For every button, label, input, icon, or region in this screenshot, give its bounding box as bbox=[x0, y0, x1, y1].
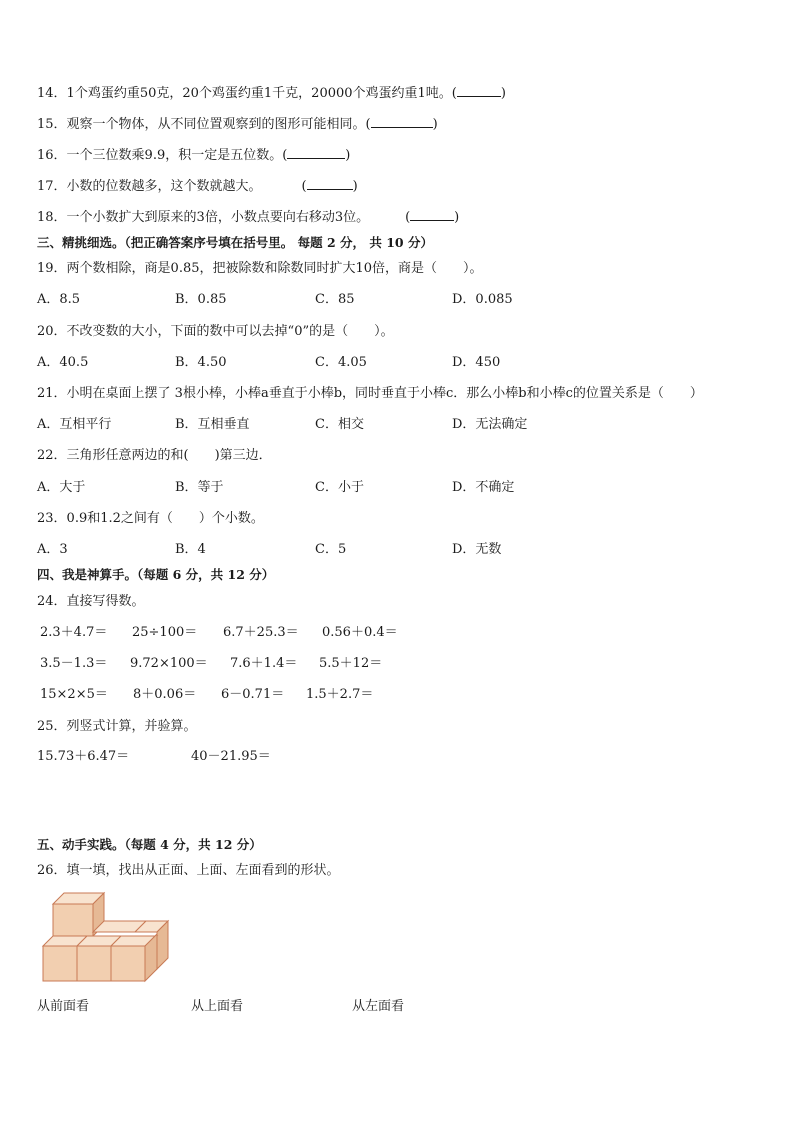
section-4-title: 四、我是神算手。（每题 6 分，共 12 分） bbox=[37, 567, 275, 582]
question-20: 20．不改变数的大小，下面的数中可以去掉“0”的是（ ）。 bbox=[37, 324, 394, 339]
calc-item: 7.6＋1.4＝ bbox=[230, 656, 298, 671]
calc-item: 6－0.71＝ bbox=[221, 687, 285, 702]
calc-item: 25÷100＝ bbox=[132, 625, 198, 640]
answer-blank-15[interactable] bbox=[371, 115, 433, 128]
option-22-c[interactable]: C．小于 bbox=[315, 480, 364, 495]
paren-close: ) bbox=[454, 210, 460, 225]
question-14-text: 14．1个鸡蛋约重50克，20个鸡蛋约重1千克，20000个鸡蛋约重1吨。( bbox=[37, 86, 457, 101]
question-17-text: 17．小数的位数越多，这个数就越大。 bbox=[37, 179, 262, 194]
question-15 bbox=[37, 115, 438, 133]
question-21: 21．小明在桌面上摆了 3根小棒，小棒a垂直于小棒b，同时垂直于小棒c．那么小棒b和小棒c的位置关系是（ ） bbox=[37, 386, 703, 401]
vertical-calc-2: 40－21.95＝ bbox=[191, 749, 271, 764]
paren-close: ) bbox=[500, 86, 506, 101]
question-23: 23．0.9和1.2之间有（ ）个小数。 bbox=[37, 511, 264, 526]
option-21-a[interactable]: A．互相平行 bbox=[37, 417, 112, 432]
option-23-d[interactable]: D．无数 bbox=[452, 542, 502, 557]
cube bbox=[111, 934, 157, 981]
paren-close: ) bbox=[432, 117, 438, 132]
question-19: 19．两个数相除，商是0.85，把被除数和除数同时扩大10倍，商是（ ）。 bbox=[37, 261, 483, 276]
option-19-c[interactable]: C．85 bbox=[315, 292, 355, 307]
calc-item: 8＋0.06＝ bbox=[133, 687, 197, 702]
question-18 bbox=[37, 208, 459, 226]
option-20-d[interactable]: D．450 bbox=[452, 355, 501, 370]
option-22-a[interactable]: A．大于 bbox=[37, 480, 86, 495]
view-label-top: 从上面看 bbox=[191, 999, 244, 1014]
option-19-a[interactable]: A．8.5 bbox=[37, 292, 81, 307]
question-24: 24．直接写得数。 bbox=[37, 594, 145, 609]
option-22-b[interactable]: B．等于 bbox=[175, 480, 224, 495]
option-20-c[interactable]: C．4.05 bbox=[315, 355, 367, 370]
section-3-title: 三、精挑细选。（把正确答案序号填在括号里。 每题 2 分， 共 10 分） bbox=[37, 235, 433, 250]
section-5-title: 五、动手实践。（每题 4 分，共 12 分） bbox=[37, 837, 262, 852]
option-23-c[interactable]: C．5 bbox=[315, 542, 347, 557]
question-26: 26．填一填，找出从正面、上面、左面看到的形状。 bbox=[37, 863, 340, 878]
calc-item: 1.5＋2.7＝ bbox=[306, 687, 374, 702]
calc-item: 5.5＋12＝ bbox=[319, 656, 383, 671]
paren-open: ( bbox=[301, 179, 307, 194]
answer-blank-14[interactable] bbox=[457, 84, 501, 97]
question-18-text: 18．一个小数扩大到原来的3倍，小数点要向右移动3位。 bbox=[37, 210, 370, 225]
question-22: 22．三角形任意两边的和( )第三边． bbox=[37, 448, 272, 463]
vertical-calc-1: 15.73＋6.47＝ bbox=[37, 749, 130, 764]
calc-item: 3.5－1.3＝ bbox=[40, 656, 108, 671]
option-23-b[interactable]: B．4 bbox=[175, 542, 206, 557]
paren-close: ) bbox=[352, 179, 358, 194]
option-20-b[interactable]: B．4.50 bbox=[175, 355, 227, 370]
cube-stack-figure bbox=[40, 888, 172, 984]
calc-item: 2.3＋4.7＝ bbox=[40, 625, 108, 640]
option-21-c[interactable]: C．相交 bbox=[315, 417, 364, 432]
answer-blank-16[interactable] bbox=[287, 146, 345, 159]
option-19-b[interactable]: B．0.85 bbox=[175, 292, 227, 307]
option-19-d[interactable]: D．0.085 bbox=[452, 292, 513, 307]
question-16-text: 16．一个三位数乘9.9，积一定是五位数。( bbox=[37, 148, 288, 163]
option-22-d[interactable]: D．不确定 bbox=[452, 480, 515, 495]
view-label-front: 从前面看 bbox=[37, 999, 90, 1014]
calc-item: 15×2×5＝ bbox=[40, 687, 108, 702]
question-25: 25．列竖式计算，并验算。 bbox=[37, 719, 197, 734]
option-21-b[interactable]: B．互相垂直 bbox=[175, 417, 250, 432]
question-16 bbox=[37, 146, 350, 164]
question-15-text: 15．观察一个物体，从不同位置观察到的图形可能相同。( bbox=[37, 117, 371, 132]
calc-item: 6.7＋25.3＝ bbox=[223, 625, 299, 640]
calc-item: 0.56＋0.4＝ bbox=[322, 625, 398, 640]
option-20-a[interactable]: A．40.5 bbox=[37, 355, 89, 370]
question-14 bbox=[37, 84, 506, 102]
answer-blank-18[interactable] bbox=[410, 208, 454, 221]
calc-item: 9.72×100＝ bbox=[130, 656, 208, 671]
paren-close: ) bbox=[345, 148, 351, 163]
question-17 bbox=[37, 177, 358, 195]
view-label-left: 从左面看 bbox=[352, 999, 405, 1014]
answer-blank-17[interactable] bbox=[307, 177, 353, 190]
option-23-a[interactable]: A．3 bbox=[37, 542, 68, 557]
paren-open: ( bbox=[405, 210, 411, 225]
option-21-d[interactable]: D．无法确定 bbox=[452, 417, 528, 432]
